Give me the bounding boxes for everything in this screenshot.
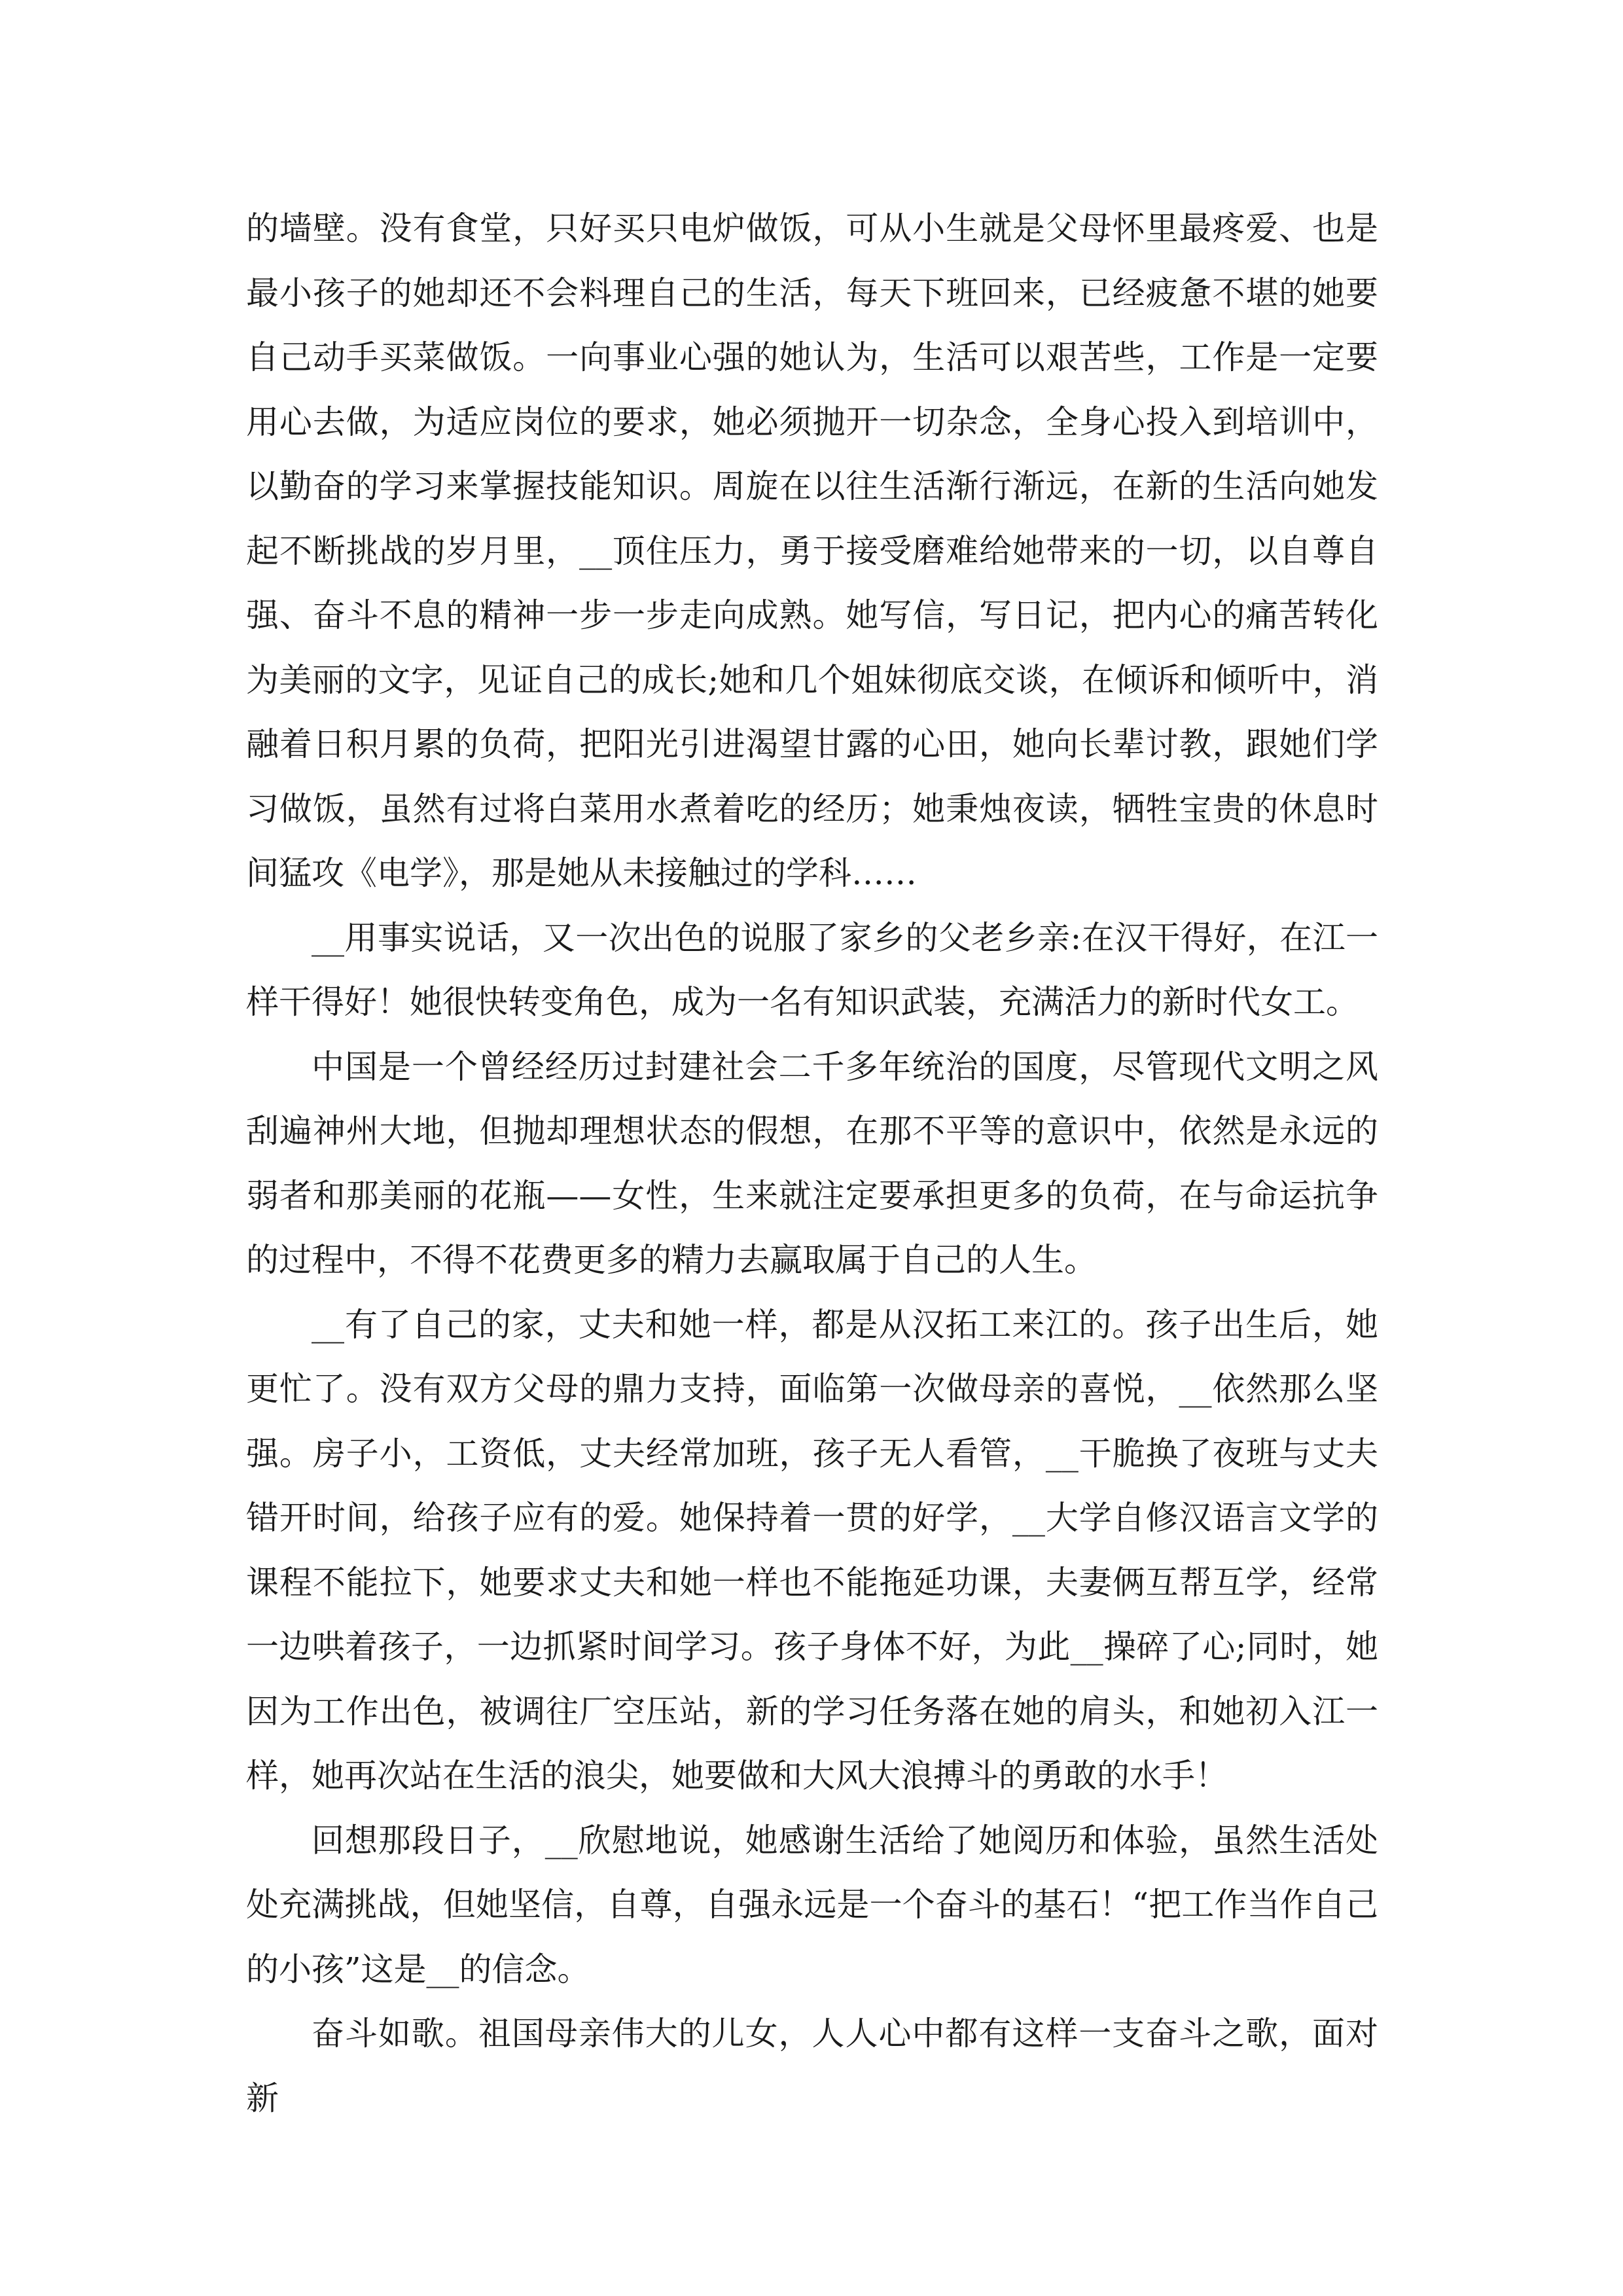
body-text	[246, 196, 1378, 2130]
paragraph: __有了自己的家，丈夫和她一样，都是从汉拓工来江的。孩子出生后，她更忙了。没有双方父母的鼎力支持，面临第一次做母亲的喜悦，__依然那么坚强。房子小，工资低，丈夫经常加班，孩子无人看管，__干脆换了夜班与丈夫错开时间，给孩子应有的爱。她保持着一贯的好学，__大学自修汉语言文学的课程不能拉下，她要求丈夫和她一样也不能拖延功课，夫妻俩互帮互学，经常一边哄着孩子，一边抓紧时间学习。孩子身体不好，为此__操碎了心;同时，她因为工作出色，被调往厂空压站，新的学习任务落在她的肩头，和她初入江一样，她再次站在生活的浪尖，她要做和大风大浪搏斗的勇敢的水手！	[246, 1305, 1378, 1795]
paragraph-continued: 的墙壁。没有食堂，只好买只电炉做饭，可从小生就是父母怀里最疼爱、也是最小孩子的她却还不会料理自己的生活，每天下班回来，已经疲惫不堪的她要自己动手买菜做饭。一向事业心强的她认为，生活可以艰苦些，工作是一定要用心去做，为适应岗位的要求，她必须抛开一切杂念，全身心投入到培训中，以勤奋的学习来掌握技能知识。周旋在以往生活渐行渐远，在新的生活向她发起不断挑战的岁月里，__顶住压力，勇于接受磨难给她带来的一切，以自尊自强、奋斗不息的精神一步一步走向成熟。她写信，写日记，把内心的痛苦转化为美丽的文字，见证自己的成长;她和几个姐妹彻底交谈，在倾诉和倾听中，消融着日积月累的负荷，把阳光引进渴望甘露的心田，她向长辈讨教，跟她们学习做饭，虽然有过将白菜用水煮着吃的经历；她秉烛夜读，牺牲宝贵的休息时间猛攻《电学》，那是她从未接触过的学科……	[246, 209, 1378, 892]
paragraph: __用事实说话，又一次出色的说服了家乡的父老乡亲:在汉干得好，在江一样干得好！她很快转变角色，成为一名有知识武装，充满活力的新时代女工。	[246, 918, 1378, 1021]
paragraph: 回想那段日子，__欣慰地说，她感谢生活给了她阅历和体验，虽然生活处处充满挑战，但她坚信，自尊，自强永远是一个奋斗的基石！“把工作当作自己的小孩”这是__的信念。	[246, 1821, 1378, 1988]
paragraph: 中国是一个曾经经历过封建社会二千多年统治的国度，尽管现代文明之风刮遍神州大地，但抛却理想状态的假想，在那不平等的意识中，依然是永远的弱者和那美丽的花瓶——女性，生来就注定要承担更多的负荷，在与命运抗争的过程中，不得不花费更多的精力去赢取属于自己的人生。	[246, 1047, 1378, 1279]
paragraph: 奋斗如歌。祖国母亲伟大的儿女，人人心中都有这样一支奋斗之歌，面对新	[246, 2015, 1378, 2117]
